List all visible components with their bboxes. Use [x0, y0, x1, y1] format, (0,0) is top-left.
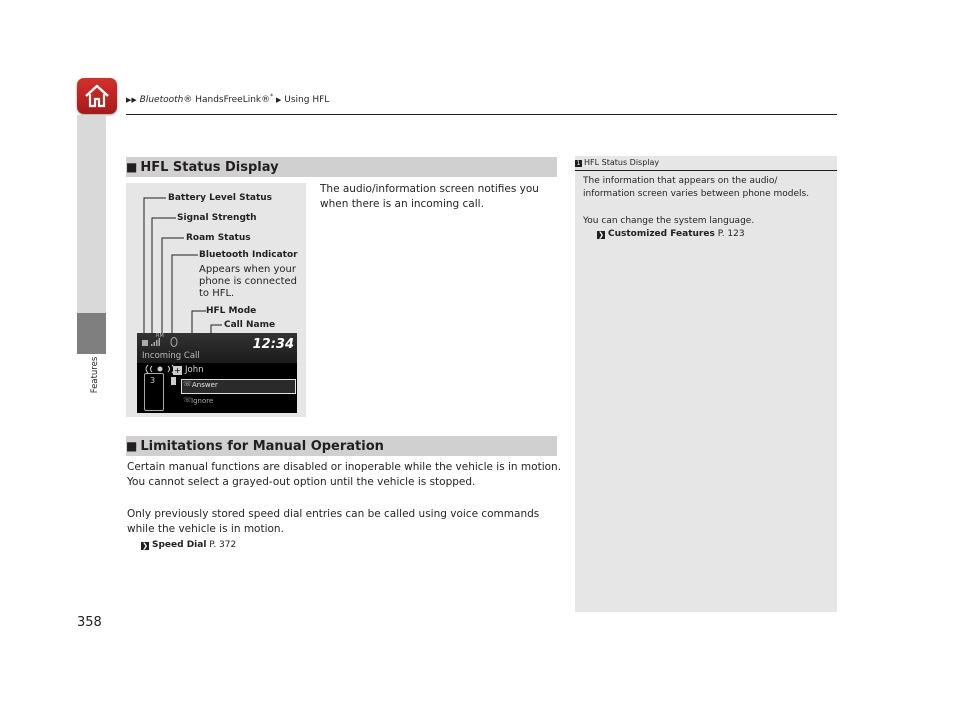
callout-roam: Roam Status — [186, 233, 251, 243]
roam-icon: RM — [156, 333, 164, 339]
customized-features-link[interactable] — [597, 229, 745, 239]
hfl-screen — [137, 333, 297, 413]
speed-dial-link[interactable] — [141, 540, 236, 550]
section-title: Limitations for Manual Operation — [140, 439, 384, 454]
callout-hfl-mode: HFL Mode — [206, 306, 257, 316]
breadcrumb-arrow-icon: ▶ — [276, 96, 282, 104]
section-heading-hfl-status — [126, 157, 557, 177]
phone-digit: 3 — [150, 376, 156, 385]
sidebar-note-text-2: You can change the system language. — [583, 216, 755, 226]
phone-icon — [144, 373, 164, 411]
callout-bluetooth: Bluetooth Indicator — [199, 250, 298, 260]
limitations-paragraph-1: Certain manual functions are disabled or inoperable while the vehicle is in motion. You cannot select a grayed-out option until the vehicle is stopped. — [127, 461, 562, 488]
breadcrumb-part1[interactable]: Bluetooth — [139, 95, 184, 105]
ignore-option[interactable]: Ignore — [191, 397, 214, 405]
sidebar-note-divider — [575, 170, 837, 171]
section-title: HFL Status Display — [140, 160, 279, 175]
section-square-icon: ■ — [126, 439, 138, 453]
caller-name: John — [185, 365, 204, 375]
battery-leader-line — [144, 198, 166, 340]
speed-dial-label: Speed Dial — [152, 540, 207, 550]
contact-icon: + — [174, 366, 181, 375]
callout-call-name: Call Name — [224, 320, 276, 330]
incoming-call-label: Incoming Call — [142, 351, 200, 361]
customized-features-page: P. 123 — [717, 229, 745, 239]
status-icons — [141, 336, 187, 348]
breadcrumb-part2[interactable]: Using HFL — [284, 95, 330, 105]
breadcrumb-part1-suffix[interactable]: ® HandsFreeLink® — [183, 95, 271, 105]
home-icon — [83, 83, 111, 109]
section-intro: The audio/information screen notifies you when there is an incoming call. — [320, 183, 539, 210]
bluetooth-icon — [171, 338, 177, 347]
bluetooth-leader-line — [172, 255, 198, 340]
side-tab-label: Features — [90, 356, 100, 394]
home-button[interactable] — [77, 78, 117, 114]
answer-option[interactable] — [181, 379, 296, 394]
callout-signal: Signal Strength — [177, 213, 257, 223]
note-tag-icon: 1 — [576, 160, 581, 167]
breadcrumb-asterisk: * — [270, 93, 274, 100]
section-square-icon: ■ — [126, 160, 138, 174]
battery-icon — [142, 340, 148, 346]
side-tab-background — [77, 115, 106, 313]
page-number: 358 — [77, 615, 102, 630]
ignore-phone-icon: ☏ — [183, 396, 192, 404]
answer-label: Answer — [192, 381, 218, 389]
breadcrumb-arrow-icon: ▶▶ — [126, 96, 137, 104]
customized-features-label: Customized Features — [608, 229, 715, 239]
section-heading-limitations — [126, 436, 557, 456]
screen-clock: 12:34 — [252, 337, 294, 352]
limitations-paragraph-2: Only previously stored speed dial entries can be called using voice commands while the vehicle is in motion. — [127, 508, 540, 535]
header-divider — [126, 114, 837, 115]
callout-bluetooth-desc: Appears when your phone is connected to HFL. — [199, 264, 298, 299]
signal-icon — [151, 338, 160, 346]
sidebar-note-title — [575, 158, 659, 167]
sidebar-note-text-1: The information that appears on the audio/ information screen varies between phone models. — [583, 176, 810, 199]
softkey-indicator — [171, 377, 176, 385]
roam-leader-line — [162, 238, 184, 340]
screen-header — [137, 333, 297, 363]
speed-dial-page: P. 372 — [209, 540, 237, 550]
breadcrumb — [126, 93, 329, 105]
callout-battery: Battery Level Status — [168, 193, 273, 203]
crossref-arrow-icon: ❯ — [142, 542, 148, 550]
crossref-arrow-icon: ❯ — [598, 231, 604, 239]
sidebar-note-title-text: HFL Status Display — [584, 158, 660, 167]
answer-phone-icon: ☏ — [183, 380, 192, 388]
